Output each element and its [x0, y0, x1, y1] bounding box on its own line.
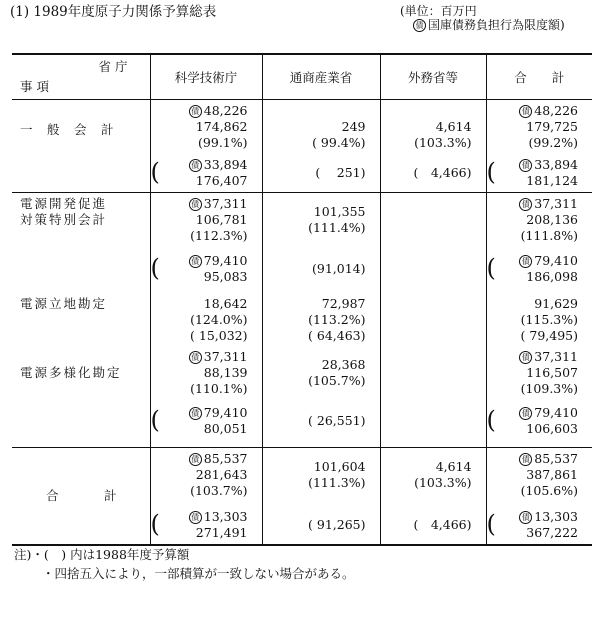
- total-general-prev-debt: 債 33,894: [519, 157, 578, 173]
- sci-dengen-prev-debt: 債 79,410: [189, 253, 248, 269]
- sci-tayouka-prev-debt: 債 79,410: [189, 405, 248, 421]
- header-agency: 省 庁: [98, 59, 128, 74]
- total-general-prev: 181,124: [526, 173, 578, 188]
- debt-mark-icon: 債: [413, 19, 426, 32]
- foreign-grand-value: 4,614: [435, 459, 472, 474]
- sci-dengen-debt: 債 37,311: [189, 196, 248, 212]
- foreign-grand-prev: ( 4,466): [413, 517, 472, 532]
- foreign-general-pct: (103.3%): [414, 135, 472, 150]
- sci-general-debt: 債 48,226: [189, 103, 248, 119]
- total-tayouka-prev: 106,603: [526, 421, 578, 436]
- header-miti: 通商産業省: [262, 54, 380, 100]
- miti-tayouka-pct: (105.7%): [308, 373, 366, 388]
- label-dengen-2: 対策特別会計: [20, 212, 108, 227]
- sci-grand-pct: (103.7%): [190, 483, 248, 498]
- sci-ritchi-value: 18,642: [203, 296, 248, 311]
- total-grand-prev: 367,222: [526, 525, 578, 540]
- sci-grand-debt: 債 85,537: [189, 451, 248, 467]
- miti-grand-pct: (111.3%): [308, 475, 366, 490]
- unit-line-2-text: 国庫債務負担行為限度額: [428, 18, 561, 32]
- sci-tayouka-prev: 80,051: [203, 421, 248, 436]
- sci-tayouka-debt: 債 37,311: [189, 349, 248, 365]
- sci-grand-value: 281,643: [195, 467, 248, 482]
- header-foreign: 外務省等: [380, 54, 486, 100]
- foreign-grand-pct: (103.3%): [414, 475, 472, 490]
- debt-icon: 債: [189, 105, 202, 118]
- total-ritchi-prev: ( 79,495): [520, 328, 578, 343]
- note-2: ・四捨五入により，一部積算が一致しない場合がある。: [42, 566, 355, 581]
- total-ritchi-value: 91,629: [534, 296, 578, 311]
- unit-line-2: 債 国庫債務負担行為限度額): [400, 18, 565, 32]
- total-tayouka-value: 116,507: [526, 365, 578, 380]
- miti-ritchi-prev: ( 64,463): [308, 328, 366, 343]
- total-grand-debt: 債 85,537: [519, 451, 578, 467]
- total-general-pct: (99.2%): [528, 135, 578, 150]
- label-tayouka: 電源多様化勘定: [20, 365, 122, 380]
- sci-grand-prev-debt: 債 13,303: [189, 509, 248, 525]
- sci-tayouka-pct: (110.1%): [190, 381, 248, 396]
- total-tayouka-pct: (109.3%): [520, 381, 578, 396]
- sci-general-prev-debt: 債 33,894: [189, 157, 248, 173]
- total-general-debt: 債 48,226: [519, 103, 578, 119]
- total-grand-value: 387,861: [526, 467, 578, 482]
- row-general: 一 般 会 計 債 48,226 174,862 (99.1%) ( 債 33,894 176,407 249 ( 99.4%) ( 251) 4,614 (103.3%) ( 4,466) 債 48,226 179,725 (99.2%) ( 債 33,894 181,124: [12, 100, 592, 193]
- miti-grand-value: 101,604: [313, 459, 366, 474]
- miti-dengen-prev: (91,014): [312, 261, 366, 276]
- total-general-value: 179,725: [526, 119, 578, 134]
- header-total: 合 計: [486, 54, 592, 100]
- sci-tayouka-value: 88,139: [203, 365, 248, 380]
- header-item: 事 項: [20, 79, 49, 94]
- sci-ritchi-pct: (124.0%): [190, 312, 248, 327]
- note-1: 注)・( ) 内は1988年度予算額: [14, 547, 190, 562]
- sci-general-prev: 176,407: [195, 173, 248, 188]
- total-ritchi-pct: (115.3%): [520, 312, 578, 327]
- header-corner: [12, 54, 150, 100]
- label-dengen-1: 電源開発促進: [20, 196, 108, 211]
- miti-general-pct: ( 99.4%): [312, 135, 366, 150]
- label-ritchi: 電源立地勘定: [20, 296, 108, 311]
- miti-ritchi-pct: (113.2%): [308, 312, 366, 327]
- unit-line-1: (単位：百万円: [400, 4, 477, 18]
- miti-general-value: 249: [341, 119, 366, 134]
- foreign-general-value: 4,614: [435, 119, 472, 134]
- total-dengen-debt: 債 37,311: [519, 196, 578, 212]
- foreign-general-prev: ( 4,466): [413, 165, 472, 180]
- total-dengen-prev: 186,098: [526, 269, 578, 284]
- miti-dengen-value: 101,355: [313, 204, 366, 219]
- total-dengen-prev-debt: 債 79,410: [519, 253, 578, 269]
- sci-general-value: 174,862: [195, 119, 248, 134]
- page-title: (1) 1989年度原子力関係予算総表: [10, 4, 217, 20]
- sci-dengen-prev: 95,083: [203, 269, 248, 284]
- total-tayouka-prev-debt: 債 79,410: [519, 405, 578, 421]
- sci-ritchi-prev: ( 15,032): [190, 328, 248, 343]
- row-special: 電源開発促進 対策特別会計 電源立地勘定 電源多様化勘定 債 37,311 106,781 (112.3%) ( 債 79,410 95,083 18,642 (124.0%) ( 15,032) 債 37,311 88,139 (110.1%) ( 債 79,410 80,051 101,355 (111.4%) (91,014) 72,987 (113.2%) ( 64,463) 28,368 (105.7%) ( 26,551) 債 37,311 208,136 (111.8%) ( 債 79,410 186,098 91,629 (115.3%) ( 79,495) 債 37,311 116,507 (109.3%) ( 債 79,410 106,603: [12, 193, 592, 448]
- miti-grand-prev: ( 91,265): [308, 517, 366, 532]
- sci-dengen-pct: (112.3%): [190, 228, 248, 243]
- unit-note: [400, 4, 565, 32]
- total-dengen-value: 208,136: [526, 212, 578, 227]
- header-row: [12, 54, 592, 100]
- miti-ritchi-value: 72,987: [321, 296, 366, 311]
- sci-grand-prev: 271,491: [195, 525, 248, 540]
- sci-dengen-value: 106,781: [195, 212, 248, 227]
- miti-general-prev: ( 251): [315, 165, 366, 180]
- miti-dengen-pct: (111.4%): [308, 220, 366, 235]
- miti-tayouka-value: 28,368: [321, 357, 366, 372]
- total-grand-pct: (105.6%): [520, 483, 578, 498]
- budget-table: [12, 53, 592, 546]
- total-tayouka-debt: 債 37,311: [519, 349, 578, 365]
- total-dengen-pct: (111.8%): [520, 228, 578, 243]
- label-grand: 合 計: [46, 488, 119, 503]
- label-general: 一 般 会 計: [20, 122, 115, 137]
- row-grand-total: 合 計 債 85,537 281,643 (103.7%) ( 債 13,303 271,491 101,604 (111.3%) ( 91,265) 4,614 (103.3%) ( 4,466) 債 85,537 387,861 (105.6%) ( 債 13,303 367,222: [12, 448, 592, 546]
- miti-tayouka-prev: ( 26,551): [308, 413, 366, 428]
- total-grand-prev-debt: 債 13,303: [519, 509, 578, 525]
- header-science: 科学技術庁: [150, 54, 262, 100]
- sci-general-pct: (99.1%): [198, 135, 248, 150]
